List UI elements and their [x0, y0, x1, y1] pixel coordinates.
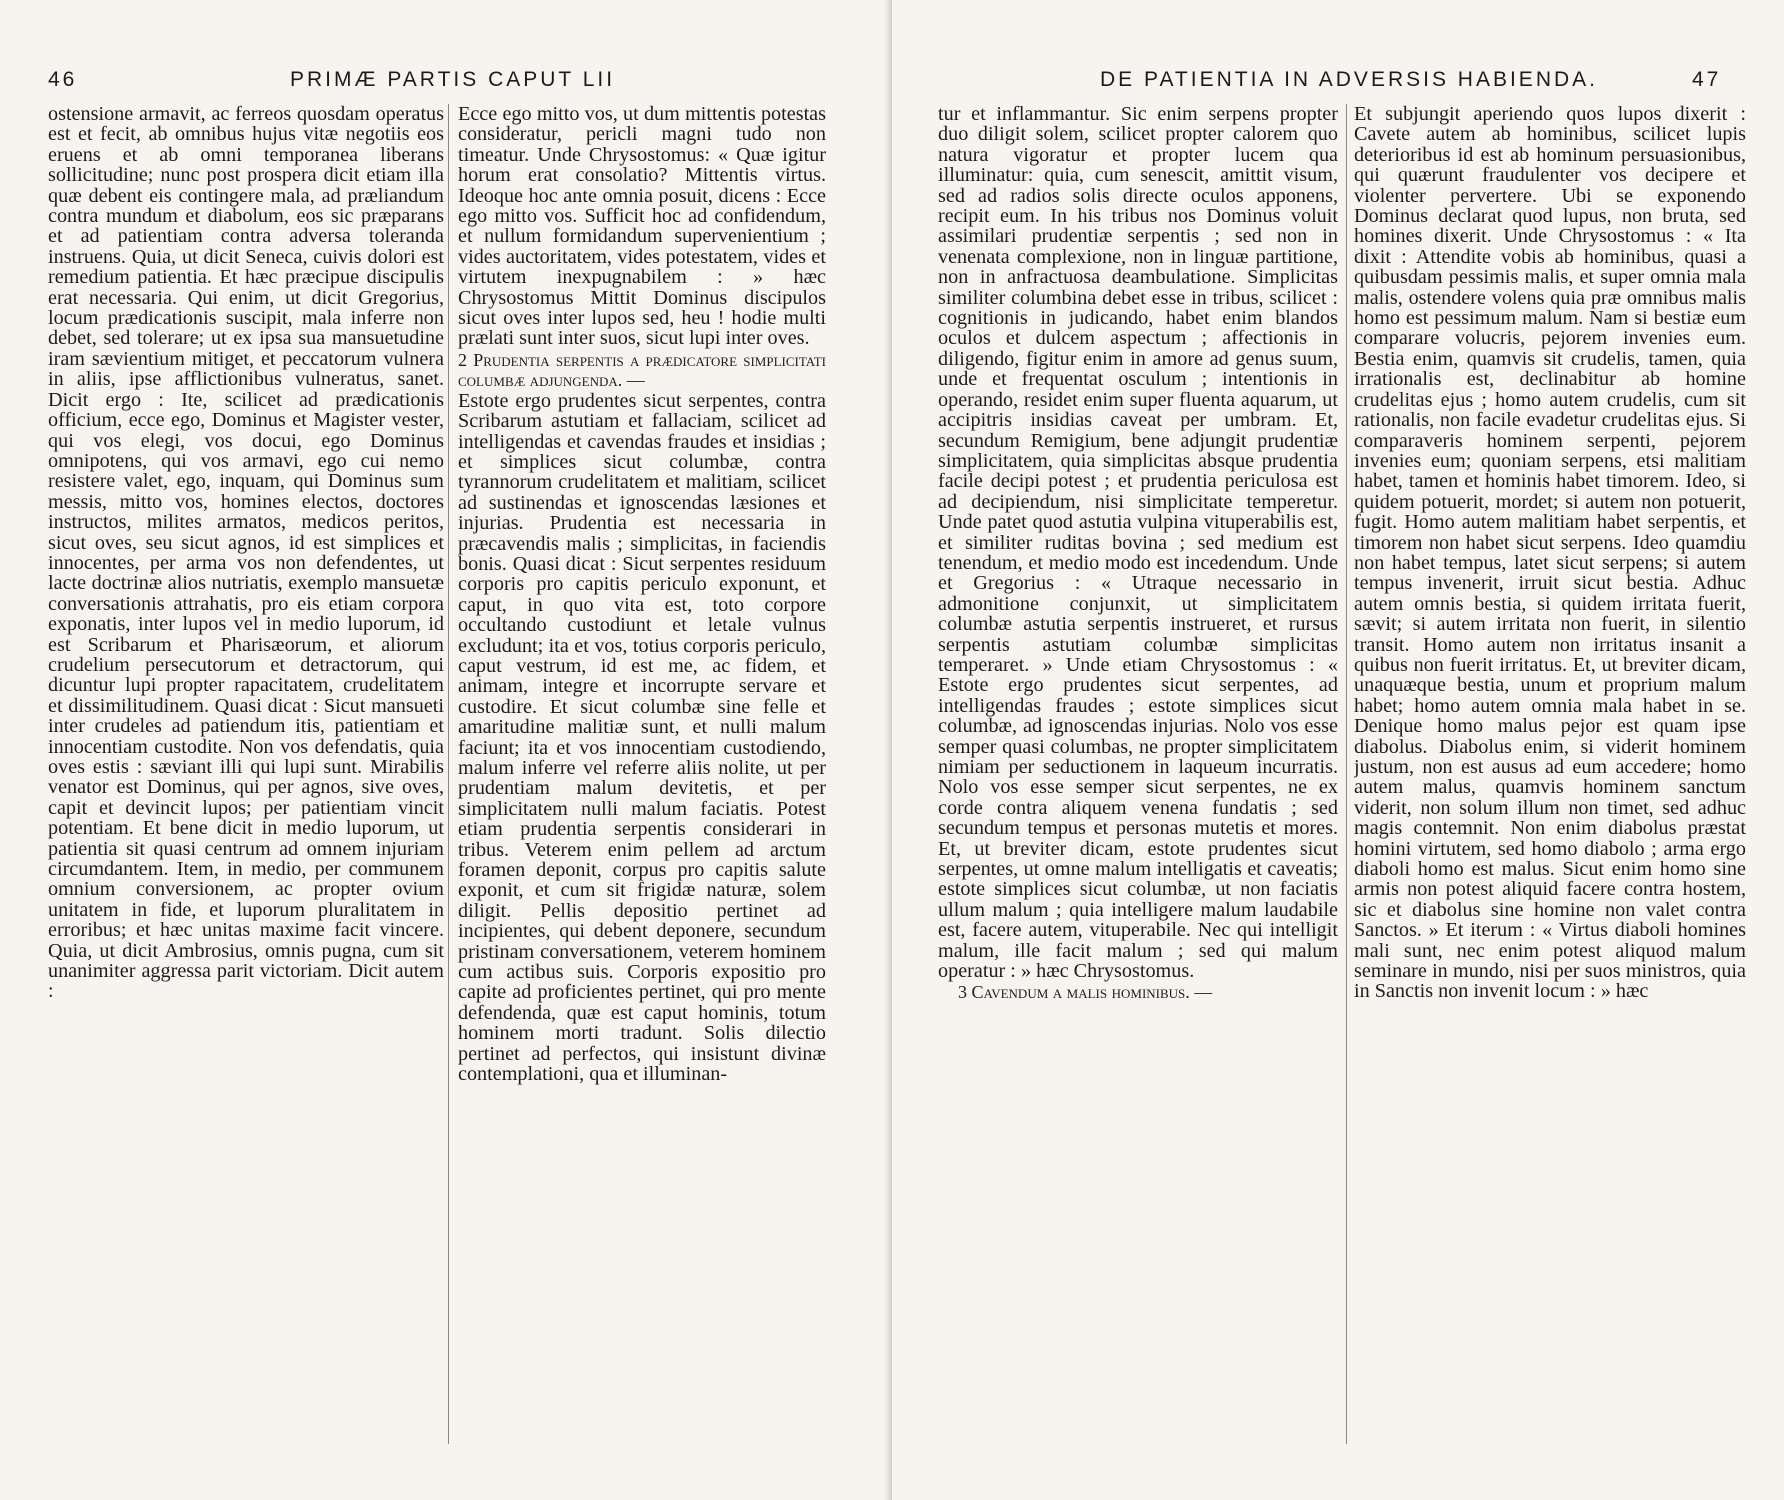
right-page [892, 0, 1784, 1500]
page-number-left: 46 [48, 68, 78, 91]
right-column-1 [938, 104, 1338, 1449]
left-col1-text: ostensione armavit, ac ferreos quosdam operatus est et fecit, ab omnibus hujus vitæ negotiis eos eruens et ab omni temporanea liberans sollicitudine; nunc post prospera dicit etiam illa quæ debent eis contingere mala, ad præliandum contra mundum et diabolum, eos sic præparans et ad patientiam contra adversa toleranda instruens. Quia, ut dicit Seneca, cuivis dolori est remedium patientia. Et hæc præcipue discipulis erat necessaria. Qui enim, ut dicit Gregorius, locum prædicationis suscipit, mala inferre non debet, sed tolerare; ut ex ipsa sua mansuetudine iram sævientium mitiget, et peccatorum vulnera in aliis, ipse afflictionibus vulneratus, sanet. Dicit ergo : Ite, scilicet ad prædicationis officium, ecce ego, Dominus et Magister vester, qui vos elegi, vos docui, ego Dominus omnipotens, qui vos armavi, ego cui nemo resistere valet, ego, inquam, qui Dominus sum messis, mitto vos, homines electos, doctores instructos, milites armatos, medicos peritos, sicut oves, seu sicut agnos, id est simplices et innocentes, per arma vos non defendentes, ut lacte doctrinæ alios nutriatis, exemplo mansuetæ conversationis attrahatis, pro eis etiam corpora exponatis, inter lupos vel in medio luporum, id est Scribarum et Pharisæorum, et aliorum crudelium persecutorum et detractorum, qui dicuntur lupi propter rapacitatem, crudelitatem et dissimilitudinem. Quasi dicat : Sicut mansueti inter crudeles ad patiendum itis, patientiam et innocentiam custodite. Non vos defendatis, quia oves estis : sæviant illi qui lupi sunt. Mirabilis venator est Dominus, qui per agnos, sive oves, capit et devincit lupos; per patientiam vincit potentiam. Et bene dicit in medio luporum, ut patientia sit quasi centrum ad omnem injuriam circumdantem. Item, in medio, per communem omnium conversionem, ac propter ovium unitatem in fide, et luporum pluralitatem in erroribus; et hæc unitas maxime facit vincere. Quia, ut dicit Ambrosius, omnis pugna, cum sit unanimiter aggressa parit victoriam. Dicit autem : [48, 104, 444, 1003]
right-col2-text: Et subjungit aperiendo quos lupos dixerit : Cavete autem ab hominibus, scilicet lupis deterioribus id est ab hominum persuasionibus, qui quærunt fraudulenter vos decipere et violenter pervertere. Ubi se exponendo Dominus declarat quod lupus, non bruta, sed homines dixerit. Unde Chrysostomus : « Ita dixit : Attendite vobis ab hominibus, quasi a quibusdam pessimis malis, et super omnia mala malis, ostendere volens quia præ omnibus malis homo est pessimum malum. Nam si bestiæ eum comparare volucris, pejorem invenies eum. Bestia enim, quamvis sit crudelis, tamen, quia irrationalis est, declinabitur ab homine crudelitas ejus ; homo autem crudelis, cum sit rationalis, non facile evadetur crudelitas ejus. Si comparaveris hominem serpenti, pejorem invenies eum; quoniam serpens, etsi malitiam habet, tamen et hominis habet timorem. Ideo, si quidem potuerit, mordet; si autem non potuerit, fugit. Homo autem malitiam habet serpentis, et timorem non habet sicut serpens. Ideo quamdiu non habet tempus, latet sicut serpens; si autem tempus invenerit, irruit sicut bestia. Adhuc autem omnis bestia, si quidem irritata fuerit, sævit; si autem irritata non fuerit, in silentio transit. Homo autem non irritatus insanit a quibus non fuerit irritatus. Et, ut breviter dicam, unaquæque bestia, unum et proprium malum habet; homo autem omnia mala habet in se. Denique homo malus pejor est quam ipse diabolus. Diabolus enim, si viderit hominem justum, non est ausus ad eum accedere; homo autem malus, quamvis hominem sanctum viderit, non solum illum non timet, sed adhuc magis contemnit. Non enim diabolus præstat homini virtutem, sed homo diabolo ; arma ergo diaboli homo est malus. Sicut enim homo sine armis non potest aliquid facere contra hostem, sic et diabolus sine homine non valet contra Sanctos. » Et iterum : « Virtus diaboli homines mali sunt, nec enim potest aliquod malum seminare in mundo, nisi per suos ministros, quia in Sanctis non invenit locum : » hæc [1354, 104, 1746, 1003]
column-divider-left [448, 104, 449, 1444]
left-col2-body: Estote ergo prudentes sicut serpentes, contra Scribarum astutiam et fallaciam, scilicet ad intelligendas et cavendas fraudes et insidias ; et simplices sicut columbæ, contra tyrannorum crudelitatem et malitiam, scilicet ad sustinendas et ignoscendas læsiones et injurias. Prudentia est necessaria in præcavendis malis ; simplicitas, in faciendis bonis. Quasi dicat : Sicut serpentes residuum corporis pro capitis periculo exponunt, et caput, in quo vita est, toto corpore occultando custodiunt et letale vulnus excludunt; ita et vos, totius corporis periculo, caput vestrum, id est me, ac fidem, et animam, integre et incorrupte servare et custodire. Et sicut columbæ sine felle et amaritudine malitiæ sunt, et nulli malum faciunt; ita et vos innocentiam custodiendo, malum inferre vel referre aliis nolite, ut per prudentiam malum devitetis, et per simplicitatem nulli malum faciatis. Potest etiam prudentia serpentis considerari in tribus. Veterem enim pellem ad arctum foramen deponit, corpus pro capitis salute exponit, et cum sit frigidæ naturæ, solem diligit. Pellis depositio pertinet ad incipientes, qui debent deponere, secundum pristinam conversationem, veterem hominem cum actibus suis. Corporis expositio pro capite ad proficientes pertinet, qui pro mente defendenda, quæ est caput hominis, totum hominem morti tradunt. Solis dilectio pertinet ad perfectos, qui insistunt divinæ contemplationi, qua et illuminan- [458, 389, 826, 1086]
left-col2-intro: Ecce ego mitto vos, ut dum mittentis potestas consideratur, pericli magni tudo non timeatur. Unde Chrysostomus: « Quæ igitur horum erat consolatio? Mittentis virtus. Ideoque hoc ante omnia posuit, dicens : Ecce ego mitto vos. Sufficit hoc ad confidendum, et nullum formidandum supervenientium ; vides auctoritatem, vides potestatem, vides et virtutem inexpugnabilem : » hæc Chrysostomus Mittit Dominus discipulos sicut oves inter lupos sed, heu ! hodie multi prælati sunt inter suos, sicut lupi inter oves. [458, 104, 826, 350]
running-head-left: PRIMÆ PARTIS CAPUT LII [290, 68, 616, 91]
column-divider-right [1346, 104, 1347, 1444]
section-heading-3: 3 Cavendum a malis hominibus. — [958, 982, 1213, 1003]
left-column-2 [458, 104, 826, 1449]
section-heading-2: 2 Prudentia serpentis a prædicatore simplicitati columbæ adjungenda. — [458, 349, 826, 391]
left-column-1 [48, 104, 444, 1449]
right-column-2 [1354, 104, 1746, 1449]
right-col1-text: tur et inflammantur. Sic enim serpens propter duo diligit solem, scilicet propter calorem quo natura vigoratur et propter lucem qua illuminatur: quia, cum senescit, amittit visum, sed ad radios solis directe oculos apponens, recipit eum. In his tribus nos Dominus voluit assimilari prudentiæ serpentis ; sed non in venenata complexione, non in linguæ partitione, non in anfractuosa deambulatione. Simplicitas similiter columbina debet esse in tribus, scilicet : cognitionis in judicando, habet enim blandos oculos et dulcem aspectum ; affectionis in diligendo, figitur enim in amore ad genus suum, unde et frequentat osculum ; intentionis in operando, residet enim super fluenta aquarum, ut accipitris insidias caveat per umbram. Et, secundum Remigium, bene adjungit prudentiæ simplicitatem, quia simplicitas absque prudentia facile decipi potest ; et prudentia periculosa est ad decipiendum, nisi simplicitate temperetur. Unde patet quod astutia vulpina vituperabilis est, et similiter ruditas bovina ; sed medium est tenendum, et medio modo est incedendum. Unde et Gregorius : « Utraque necessario in admonitione conjunxit, ut simplicitatem columbæ astutia serpentis instrueret, et rursus serpentis astutiam columbæ simplicitas temperaret. » Unde etiam Chrysostomus : « Estote ergo prudentes sicut serpentes, ad intelligendas fraudes ; estote simplices sicut columbæ, ad ignoscendas injurias. Nolo vos esse semper quasi columbas, ne propter simplicitatem nimiam per seductionem in laqueum incurratis. Nolo vos esse semper sicut serpentes, ne ex corde contra aliquem venena fundatis ; sed secundum tempus et personas mutetis et mores. Et, ut breviter dicam, estote prudentes sicut serpentes, ut omne malum intelligatis et caveatis; estote simplices sicut columbæ, ut non faciatis ullum malum ; quia intelligere malum laudabile est, facere autem, vituperabile. Nec qui intelligit malum, ille facit malum ; sed qui malum operatur : » hæc Chrysostomus. [938, 104, 1338, 983]
running-head-right: DE PATIENTIA IN ADVERSIS HABIENDA. [1100, 68, 1598, 91]
page-number-right: 47 [1692, 68, 1722, 91]
